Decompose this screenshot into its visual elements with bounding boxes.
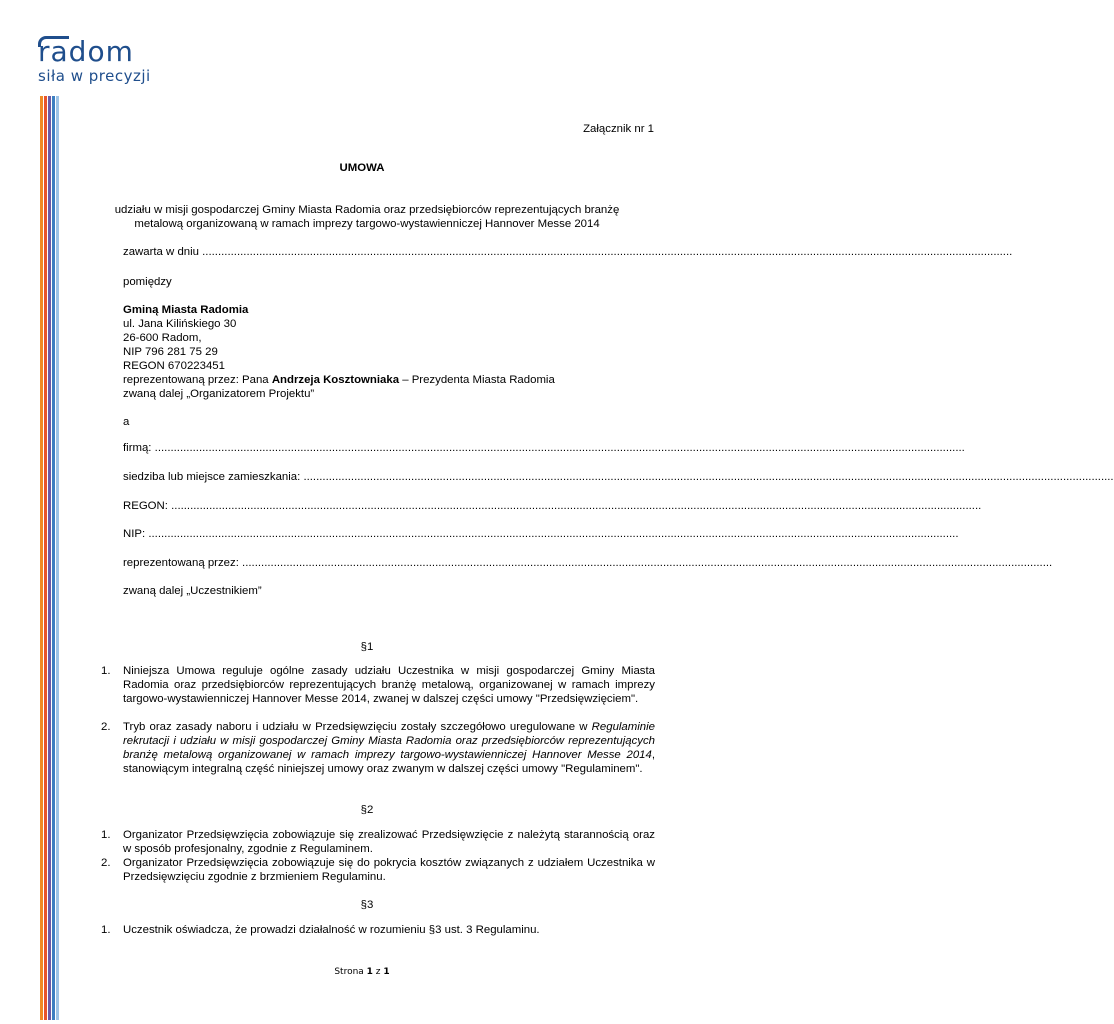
s1-paragraph-2	[123, 720, 655, 776]
subtitle-line-1: udziału w misji gospodarczej Gminy Miasta Radomia oraz przedsiębiorców reprezentujących branżę	[114, 204, 620, 216]
party2-nip-line	[123, 527, 959, 541]
party2-firm-dots: ................................................................................................................................................................................................................................................................	[154, 442, 965, 454]
footer-prefix: Strona	[334, 967, 367, 977]
signed-on-label: zawarta w dniu	[123, 246, 203, 258]
section-2-heading: §2	[360, 804, 374, 816]
s1-p2-number: 2.	[101, 721, 111, 733]
footer-total-pages: 1	[383, 967, 390, 977]
annex-label: Załącznik nr 1	[583, 123, 654, 135]
page-footer	[0, 965, 724, 979]
section-3-heading: §3	[360, 899, 374, 911]
logo-wordmark	[38, 35, 168, 68]
stripe-orange	[40, 96, 43, 1020]
s1-p1-number: 1.	[101, 665, 111, 677]
party1-city: 26-600 Radom,	[123, 332, 202, 344]
party2-nip-dots: ................................................................................................................................................................................................................................................................	[148, 528, 959, 540]
s1-p2-regulation-title: Regulaminie rekrutacji i udziału w misji gospodarczej Gminy Miasta Radomia oraz przedsiębiorców reprezentujących branżę metalową organizowanej w ramach imprezy targowo-wystawienniczej Hannover Messe 2014	[123, 721, 655, 761]
s2-paragraph-1: Organizator Przedsięwzięcia zobowiązuje się zrealizować Przedsięwzięcie z należytą starannością oraz w sposób profesjonalny, zgodnie z Regulaminem.	[123, 829, 655, 855]
stripe-red	[44, 96, 47, 1020]
logo-tagline: siła w precyzji	[38, 67, 151, 85]
party1-street: ul. Jana Kilińskiego 30	[123, 318, 237, 330]
party1-called: zwaną dalej „Organizatorem Projektu”	[123, 388, 315, 400]
document-title: UMOWA	[339, 162, 385, 174]
signed-on-dots: ................................................................................................................................................................................................................................................................	[202, 246, 1013, 258]
party1-representative	[123, 373, 555, 387]
party2-rep-dots: ................................................................................................................................................................................................................................................................	[242, 557, 1053, 569]
s2-paragraph-2: Organizator Przedsięwzięcia zobowiązuje się do pokrycia kosztów związanych z udziałem Uczestnika w Przedsięwzięciu zgodnie z brzmieniem Regulaminu.	[123, 857, 655, 883]
party2-rep-label: reprezentowaną przez:	[123, 557, 243, 569]
party2-seat-label: siedziba lub miejsce zamieszkania:	[123, 471, 304, 483]
s3-p1-number: 1.	[101, 924, 111, 936]
section-1-heading: §1	[360, 641, 374, 653]
party2-seat-line	[123, 470, 1114, 484]
and-label: a	[123, 416, 130, 428]
party2-regon-dots: ................................................................................................................................................................................................................................................................	[171, 500, 982, 512]
s2-p1-number: 1.	[101, 829, 111, 841]
subtitle-line-2: metalową organizowaną w ramach imprezy targowo-wystawienniczej Hannover Messe 2014	[134, 218, 600, 230]
between-label: pomiędzy	[123, 276, 172, 288]
s1-p2-part-a: Tryb oraz zasady naboru i udziału w Przedsięwzięciu zostały szczegółowo uregulowane w	[123, 721, 592, 733]
party2-regon-line	[123, 499, 982, 513]
party2-regon-label: REGON:	[123, 500, 172, 512]
logo-swoosh-icon	[38, 36, 69, 47]
stripe-light-blue	[56, 96, 59, 1020]
signed-on-line	[123, 245, 1013, 259]
s1-paragraph-1: Niniejsza Umowa reguluje ogólne zasady udziału Uczestnika w misji gospodarczej Gminy Miasta Radomia oraz przedsiębiorców reprezentujących branżę metalową, organizowanej w ramach imprezy targowo-wystawienniczej Hannover Messe 2014, zwanej w dalszej części umowy "Przedsięwzięciem".	[123, 665, 655, 705]
footer-mid: z	[372, 967, 384, 977]
party2-firm-label: firmą:	[123, 442, 155, 454]
party2-nip-label: NIP:	[123, 528, 149, 540]
party1-name: Gminą Miasta Radomia	[123, 304, 249, 316]
s1-p2-part-b: , stanowiącym integralną część niniejszej umowy oraz zwanym w dalszej części umowy "Regulaminem".	[123, 749, 655, 775]
logo-word-text: radom	[38, 35, 134, 68]
party2-called: zwaną dalej „Uczestnikiem”	[123, 585, 262, 597]
footer-page-number: 1	[366, 967, 373, 977]
decorative-stripes	[40, 96, 60, 1020]
s3-paragraph-1: Uczestnik oświadcza, że prowadzi działalność w rozumieniu §3 ust. 3 Regulaminu.	[123, 924, 540, 936]
s2-p2-number: 2.	[101, 857, 111, 869]
party1-rep-prefix: reprezentowaną przez: Pana	[123, 374, 272, 386]
party1-regon: REGON 670223451	[123, 360, 225, 372]
party2-seat-dots: ................................................................................................................................................................................................................................................................	[303, 471, 1114, 483]
stripe-blue	[52, 96, 55, 1020]
logo	[38, 35, 168, 85]
party1-rep-suffix: – Prezydenta Miasta Radomia	[399, 374, 555, 386]
party1-rep-name: Andrzeja Kosztowniaka	[271, 374, 400, 386]
party1-nip: NIP 796 281 75 29	[123, 346, 218, 358]
stripe-purple	[48, 96, 51, 1020]
party2-firm-line	[123, 441, 965, 455]
party2-rep-line	[123, 556, 1053, 570]
